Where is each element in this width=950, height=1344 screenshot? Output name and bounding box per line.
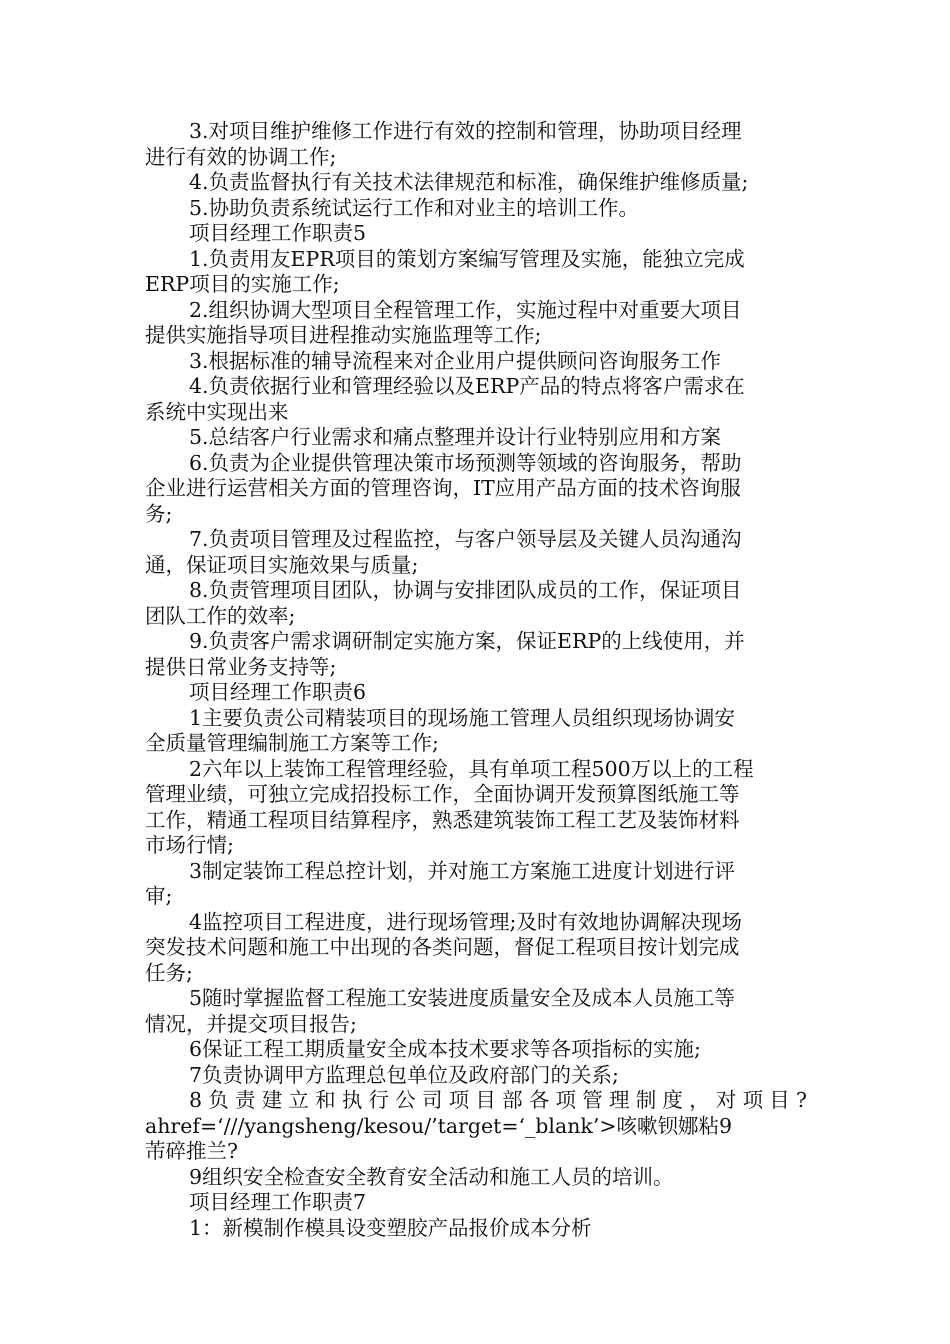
text-line: 4监控项目工程进度，进行现场管理;及时有效地协调解决现场 (189, 909, 742, 934)
text-line: 项目经理工作职责7 (189, 1190, 367, 1214)
text-line: 提供日常业务支持等; (145, 654, 337, 679)
text-line: 9.负责客户需求调研制定实施方案，保证ERP的上线使用，并 (189, 629, 745, 653)
text-line: 9组织安全检查安全教育安全活动和施工人员的培训。 (189, 1164, 674, 1189)
text-line: 1主要负责公司精装项目的现场施工管理人员组织现场协调安 (189, 705, 736, 730)
text-line: 市场行情; (145, 833, 234, 857)
text-line: 1.负责用友EPR项目的策划方案编写管理及实施，能独立完成 (189, 246, 745, 271)
text-line: 7负责协调甲方监理总包单位及政府部门的关系; (189, 1062, 619, 1087)
text-line: 8负责建立和执行公司项目部各项管理制度，对项目? (189, 1088, 807, 1112)
text-line: 任务; (145, 960, 193, 985)
text-line: 8.负责管理项目团队，协调与安排团队成员的工作，保证项目 (189, 578, 742, 602)
text-line: 突发技术问题和施工中出现的各类问题，督促工程项目按计划完成 (145, 935, 740, 959)
text-line: 芾碎推兰? (145, 1139, 238, 1163)
text-line: 情况，并提交项目报告; (145, 1011, 357, 1036)
text-line: 全质量管理编制施工方案等工作; (145, 731, 439, 755)
text-line: 管理业绩，可独立完成招投标工作，全面协调开发预算图纸施工等 (145, 782, 740, 806)
text-line: 1：新模制作模具设变塑胶产品报价成本分析 (189, 1215, 592, 1240)
text-line: 项目经理工作职责5 (189, 221, 367, 245)
text-line: 通，保证项目实施效果与质量; (145, 552, 419, 577)
text-line: 审; (145, 884, 173, 908)
document-page (145, 119, 807, 1241)
text-line: 3.对项目维护维修工作进行有效的控制和管理，协助项目经理 (189, 119, 742, 143)
text-line: 5.协助负责系统试运行工作和对业主的培训工作。 (189, 195, 640, 220)
text-line: 6.负责为企业提供管理决策市场预测等领域的咨询服务，帮助 (189, 450, 742, 475)
text-line: 2六年以上装饰工程管理经验，具有单项工程500万以上的工程 (189, 756, 754, 781)
text-line: 3.根据标准的辅导流程来对企业用户提供顾问咨询服务工作 (189, 348, 722, 373)
text-line: ahref=‘///yangsheng/kesou/’target=‘_blank’>咳嗽钡娜粘9 (145, 1113, 733, 1138)
text-line: 2.组织协调大型项目全程管理工作，实施过程中对重要大项目 (189, 297, 742, 322)
text-line: 5随时掌握监督工程施工安装进度质量安全及成本人员施工等 (189, 986, 736, 1010)
text-line: 4.负责监督执行有关技术法律规范和标准，确保维护维修质量; (189, 170, 749, 194)
text-line: 务; (145, 501, 173, 526)
text-line: 进行有效的协调工作; (145, 144, 337, 169)
text-line: ERP项目的实施工作; (145, 272, 340, 296)
text-line: 团队工作的效率; (145, 603, 296, 628)
text-line: 工作，精通工程项目结算程序，熟悉建筑装饰工程工艺及装饰材料 (145, 807, 740, 832)
text-line: 项目经理工作职责6 (189, 680, 367, 704)
text-line: 系统中实现出来 (145, 399, 289, 424)
text-line: 5.总结客户行业需求和痛点整理并设计行业特别应用和方案 (189, 425, 722, 449)
text-line: 企业进行运营相关方面的管理咨询，IT应用产品方面的技术咨询服 (145, 476, 741, 500)
text-line: 3制定装饰工程总控计划，并对施工方案施工进度计划进行评 (189, 858, 736, 883)
text-line: 6保证工程工期质量安全成本技术要求等各项指标的实施; (189, 1037, 701, 1061)
text-line: 提供实施指导项目进程推动实施监理等工作; (145, 323, 542, 347)
text-line: 4.负责依据行业和管理经验以及ERP产品的特点将客户需求在 (189, 374, 745, 398)
text-line: 7.负责项目管理及过程监控，与客户领导层及关键人员沟通沟 (189, 527, 742, 551)
